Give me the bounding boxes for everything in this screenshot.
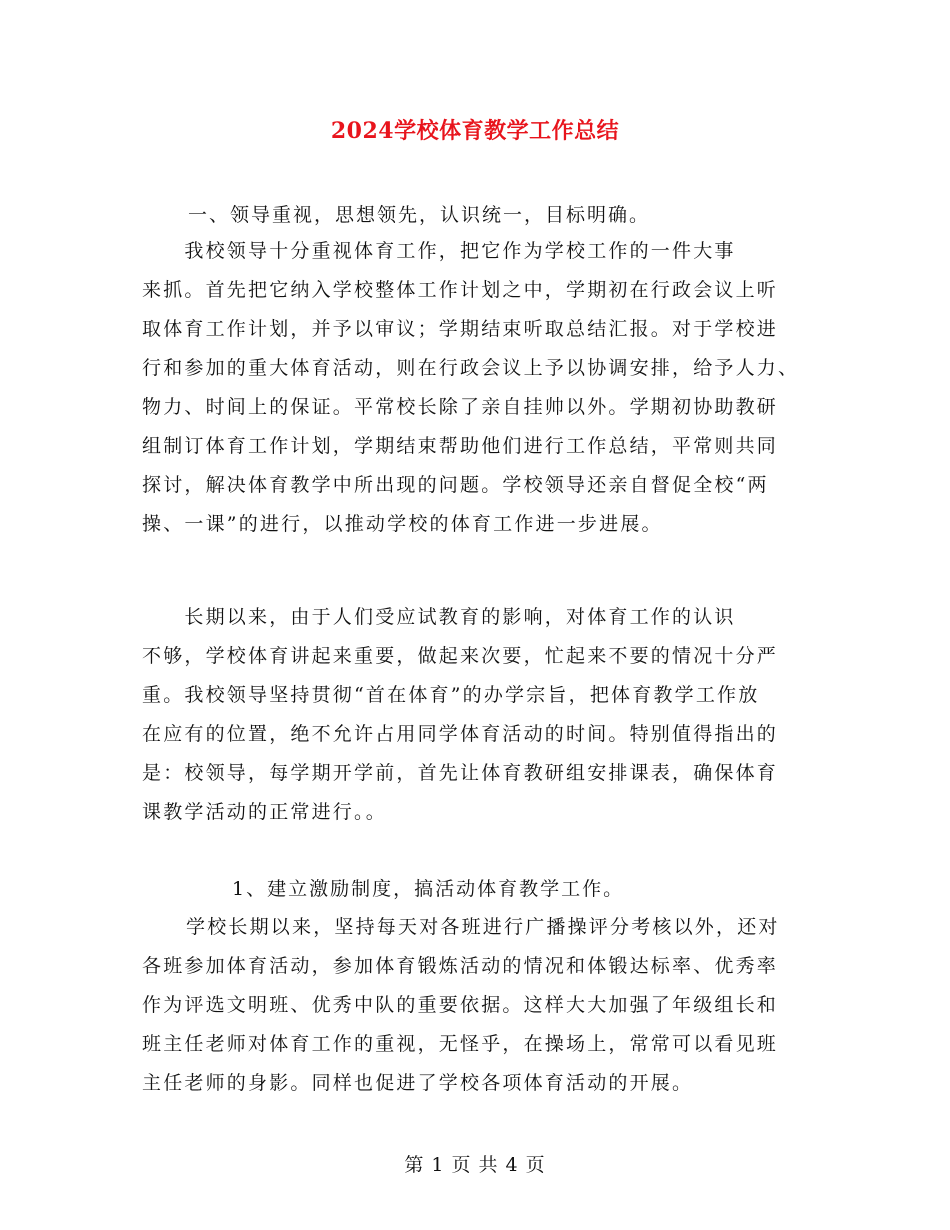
paragraph-line: 取体育工作计划，并予以审议；学期结束听取总结汇报。对于学校进 <box>142 318 779 340</box>
paragraph-line: 组制订体育工作计划，学期结束帮助他们进行工作总结，平常则共同 <box>142 435 779 457</box>
paragraph-line: 班主任老师对体育工作的重视，无怪乎，在操场上，常常可以看见班 <box>142 1033 779 1055</box>
paragraph-line: 重。我校领导坚持贯彻“首在体育”的办学宗旨，把体育教学工作放 <box>142 684 760 706</box>
paragraph-line: 物力、时间上的保证。平常校长除了亲自挂帅以外。学期初协助教研 <box>142 396 779 418</box>
paragraph-line: 长期以来，由于人们受应试教育的影响，对体育工作的认识 <box>142 606 736 628</box>
paragraph-line: 我校领导十分重视体育工作，把它作为学校工作的一件大事 <box>142 240 736 262</box>
page-number-footer: 第 1 页 共 4 页 <box>404 1154 546 1176</box>
paragraph-line: 操、一课”的进行，以推动学校的体育工作进一步进展。 <box>142 513 663 535</box>
subheading-incentive: 1、建立激励制度，搞活动体育教学工作。 <box>232 878 625 900</box>
paragraph-line: 探讨，解决体育教学中所出现的问题。学校领导还亲自督促全校“两 <box>142 474 769 496</box>
paragraph-incentive <box>142 908 810 1103</box>
paragraph-exam-influence <box>142 598 810 832</box>
paragraph-line: 不够，学校体育讲起来重要，做起来次要，忙起来不要的情况十分严 <box>142 645 779 667</box>
paragraph-line: 主任老师的身影。同样也促进了学校各项体育活动的开展。 <box>142 1072 694 1094</box>
paragraph-line: 作为评选文明班、优秀中队的重要依据。这样大大加强了年级组长和 <box>142 994 779 1016</box>
paragraph-line: 各班参加体育活动，参加体育锻炼活动的情况和体锻达标率、优秀率 <box>142 955 779 977</box>
section-heading: 一、领导重视，思想领先，认识统一，目标明确。 <box>188 204 651 226</box>
document-title: 2024学校体育教学工作总结 <box>330 118 620 144</box>
paragraph-line: 课教学活动的正常进行。。 <box>142 801 387 823</box>
paragraph-line: 是：校领导，每学期开学前，首先让体育教研组安排课表，确保体育 <box>142 762 779 784</box>
paragraph-line: 行和参加的重大体育活动，则在行政会议上予以协调安排，给予人力、 <box>142 357 800 379</box>
paragraph-leadership <box>142 232 810 544</box>
paragraph-line: 学校长期以来，坚持每天对各班进行广播操评分考核以外，还对 <box>186 916 780 938</box>
paragraph-line: 在应有的位置，绝不允许占用同学体育活动的时间。特别值得指出的 <box>142 723 779 745</box>
paragraph-line: 来抓。首先把它纳入学校整体工作计划之中，学期初在行政会议上听 <box>142 279 779 301</box>
